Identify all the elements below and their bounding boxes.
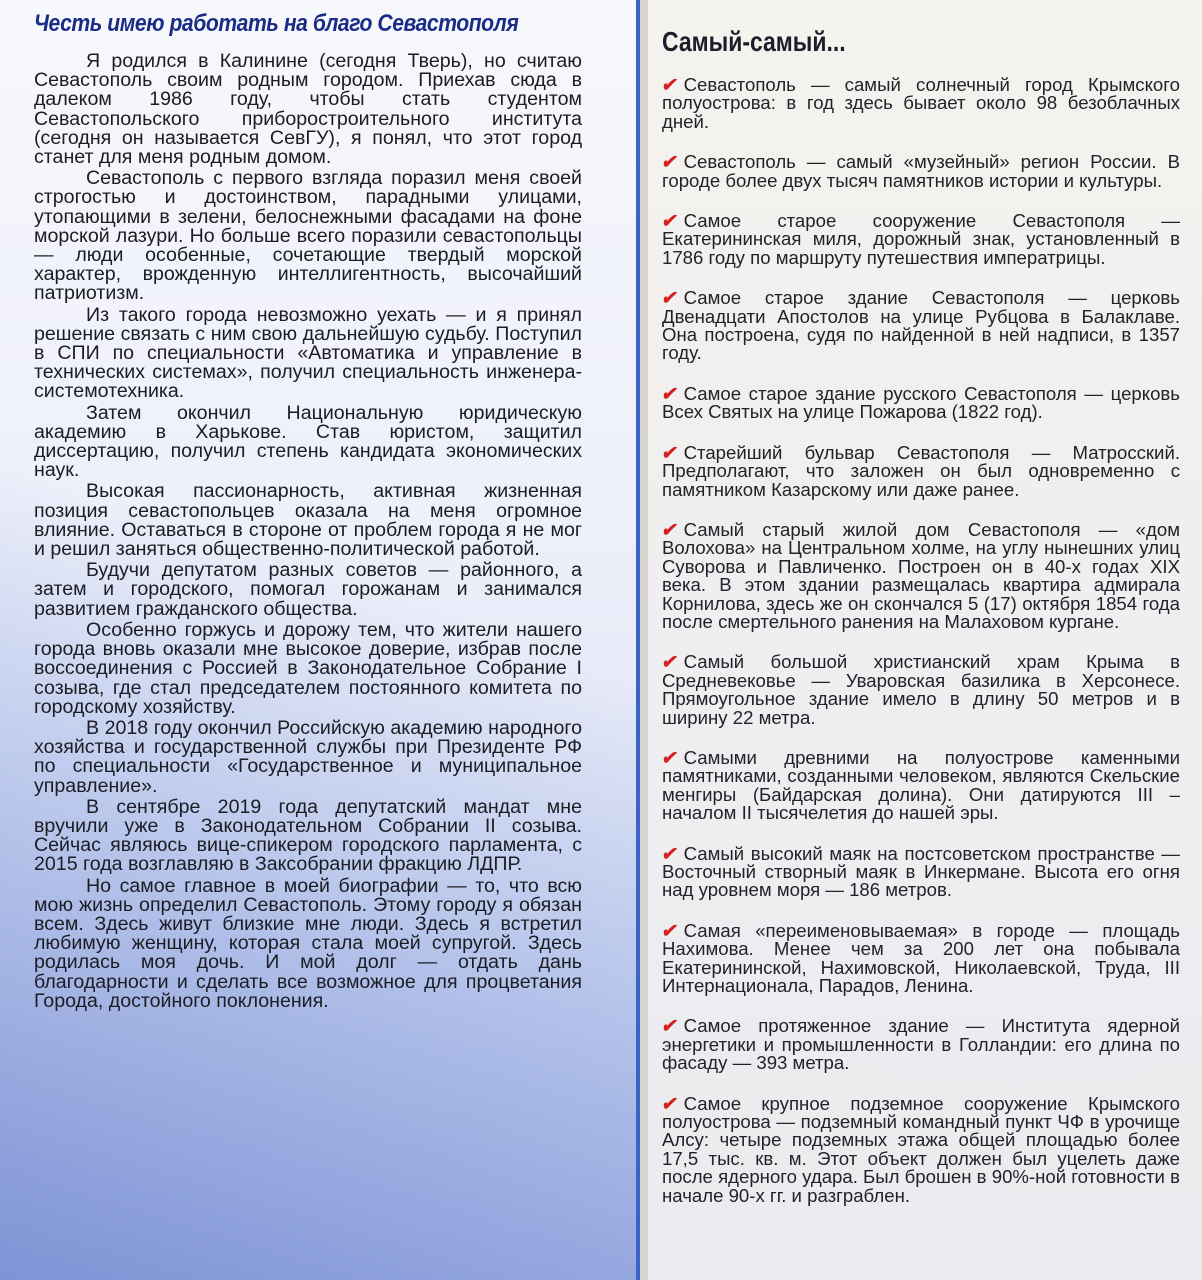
right-leaflet-page xyxy=(640,0,1202,1280)
biography-title: Честь имею работать на благо Севастополя xyxy=(34,10,519,37)
checkmark-icon: ✔ xyxy=(660,842,680,864)
facts-list xyxy=(662,76,1180,1205)
biography-paragraph-3: Из такого города невозможно уехать — и я принял решение связать с ним свою дальнейшую судьбу. Поступил в СПИ по специальности «Автоматика и управление в технических системах», получил специальность инженера-системотехника. xyxy=(34,303,582,403)
biography-paragraph-7: Особенно горжусь и дорожу тем, что жители нашего города вновь оказали мне высокое доверие, избрав после воссоединения с Россией в Законодательное Собрание I созыва, где стал председателем постоянного комитета по городскому хозяйству. xyxy=(34,618,582,718)
fact-item xyxy=(662,1017,1180,1072)
checkmark-icon: ✔ xyxy=(660,210,680,232)
fact-item xyxy=(660,746,1180,824)
fact-text: Самый большой христианский храм Крыма в Средневековье — Уваровская базилика в Херсонесе. Прямоугольное здание имело в длину 50 метров и в ширину 22 метра. xyxy=(662,651,1180,728)
biography-paragraph-1: Я родился в Калинине (сегодня Тверь), но считаю Севастополь своим родным городом. Приехав сюда в далеком 1986 году, чтобы стать студентом Севастопольского приборостроительного института (сегодня он называется СевГУ), я понял, что этот город станет для меня родным домом. xyxy=(34,50,582,169)
checkmark-icon: ✔ xyxy=(660,382,680,404)
biography-paragraph-5: Высокая пассионарность, активная жизненная позиция севастопольцев оказала на меня огромное влияние. Оставаться в стороне от проблем города я не мог и решил заняться общественно-политической работой. xyxy=(34,480,582,561)
checkmark-icon: ✔ xyxy=(660,74,680,95)
fact-item xyxy=(660,842,1180,901)
fact-text: Самыми древними на полуострове каменными памятниками, созданными человеком, являются Скельские менгиры (Байдарская долина). Они датируются III – началом II тысячелетия до нашей эры. xyxy=(662,746,1180,824)
biography-paragraph-10: Но самое главное в моей биографии — то, что всю мою жизнь определил Севастополь. Этому городу я обязан всем. Здесь живут близкие мне люди. Здесь я встретил любимую женщину, которая стала моей супругой. Здесь родилась моя дочь. И мой долг — отдать дань благодарности и сделать все возможное для процветания Города, достойного поклонения. xyxy=(34,874,582,1012)
biography-paragraph-9: В сентябре 2019 года депутатский мандат мне вручили уже в Законодательном Собрании II созыва. Сейчас являюсь вице-спикером городского парламента, с 2015 года возглавляю в Заксобрании фракцию ЛДПР. xyxy=(34,795,582,876)
biography-paragraph-2: Севастополь с первого взгляда поразил меня своей строгостью и достоинством, парадными улицами, утопающими в зелени, белоснежными фасадами на фоне морской лазури. Но больше всего поразили севастопольцы — люди особенные, сочетающие твердый морской характер, врожденную интеллигентность, высочайший патриотизм. xyxy=(34,167,582,305)
fact-text: Самое старое сооружение Севастополя — Екатерининская миля, дорожный знак, установленный в 1786 году по маршруту путешествия императрицы. xyxy=(662,210,1180,268)
fact-item xyxy=(660,441,1180,500)
fact-text: Самая «переименовываемая» в городе — площадь Нахимова. Менее чем за 200 лет она побывала Екатерининской, Нахимовской, Николаевской, Труда, III Интернационала, Парадов, Ленина. xyxy=(662,919,1180,997)
fact-item xyxy=(660,1092,1180,1206)
fact-text: Самое крупное подземное сооружение Крымского полуострова — подземный командный пункт ЧФ в урочище Алсу: четыре подземных этажа общей площадью более 17,5 тыс. кв. м. Этот объект должен был уцелеть даже после ядерного удара. Был брошен в 90%-ной готовности в начале 90-х гг. и разграблен. xyxy=(662,1092,1180,1206)
fact-text: Старейший бульвар Севастополя — Матросский. Предполагают, что заложен он был одновременно с памятником Казарскому или даже ранее. xyxy=(662,441,1180,500)
biography-paragraph-6: Будучи депутатом разных советов — районного, а затем и городского, помогал горожанам и занимался развитием гражданского общества. xyxy=(34,559,582,620)
checkmark-icon: ✔ xyxy=(660,151,680,173)
fact-text: Севастополь — самый солнечный город Крымского полуострова: в год здесь бывает около 98 безоблачных дней. xyxy=(662,74,1180,132)
checkmark-icon: ✔ xyxy=(660,441,680,463)
fact-text: Самое старое здание Севастополя — церковь Двенадцати Апостолов на улице Рубцова в Балаклаве. Она построена, судя по найденной в ней надписи, в 1357 году. xyxy=(662,287,1180,364)
checkmark-icon: ✔ xyxy=(660,518,680,540)
fact-item xyxy=(662,289,1180,363)
fact-text: Севастополь — самый «музейный» регион России. В городе более двух тысяч памятников истории и культуры. xyxy=(662,151,1180,191)
checkmark-icon: ✔ xyxy=(660,1092,680,1114)
fact-item xyxy=(660,919,1180,997)
biography-paragraph-8: В 2018 году окончил Российскую академию народного хозяйства и государственной службы при Президенте РФ по специальности «Государственное и муниципальное управление». xyxy=(34,716,582,797)
checkmark-icon: ✔ xyxy=(660,651,680,673)
fact-item xyxy=(662,653,1180,727)
checkmark-icon: ✔ xyxy=(660,1015,680,1037)
fact-text: Самое протяженное здание — Института ядерной энергетики и промышленности в Голландии: его длина по фасаду — 393 метра. xyxy=(662,1015,1180,1074)
fact-text: Самый высокий маяк на постсоветском пространстве — Восточный створный маяк в Инкермане. Высота его огня над уровнем моря — 186 метров. xyxy=(662,842,1180,901)
checkmark-icon: ✔ xyxy=(660,287,680,309)
biography-paragraph-4: Затем окончил Национальную юридическую академию в Харькове. Став юристом, защитил диссертацию, получил степень кандидата экономических наук. xyxy=(34,401,582,482)
fact-item xyxy=(662,212,1180,267)
fact-item xyxy=(660,518,1180,632)
checkmark-icon: ✔ xyxy=(660,919,680,941)
fact-item xyxy=(662,76,1180,131)
biography-text xyxy=(34,52,582,1011)
fact-text: Самый старый жилой дом Севастополя — «дом Волохова» на Центральном холме, на углу нынешних улиц Суворова и Павличенко. Построен он в 40-х годах XIX века. В этом здании размещалась квартира адмирала Корнилова, здесь же он скончался 5 (17) октября 1854 года после смертельного ранения на Малаховом кургане. xyxy=(662,518,1180,632)
checkmark-icon: ✔ xyxy=(660,746,680,768)
fact-item xyxy=(660,382,1180,423)
fact-text: Самое старое здание русского Севастополя — церковь Всех Святых на улице Пожарова (1822 год). xyxy=(662,382,1180,423)
facts-title: Самый-самый... xyxy=(662,26,846,57)
fact-item xyxy=(662,153,1180,190)
